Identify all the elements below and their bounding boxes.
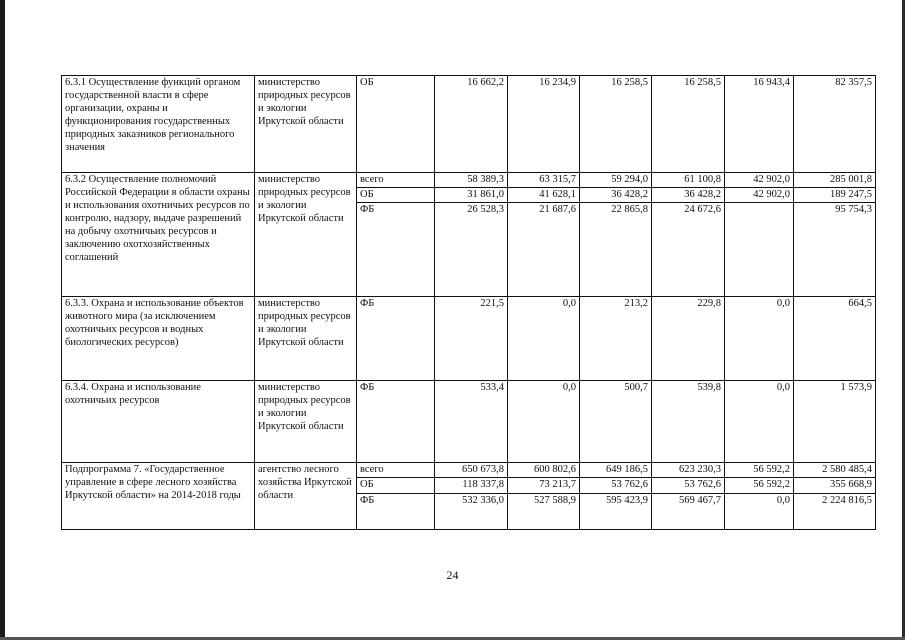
funding-source: ФБ [357,203,435,297]
total-cell: 189 247,5 [794,188,876,203]
value-cell: 53 762,6 [652,478,725,494]
value-cell: 36 428,2 [580,188,652,203]
value-cell: 61 100,8 [652,173,725,188]
value-cell: 16 258,5 [580,76,652,173]
total-cell: 82 357,5 [794,76,876,173]
funding-source: всего [357,173,435,188]
total-cell: 2 224 816,5 [794,494,876,530]
value-cell: 16 662,2 [435,76,508,173]
value-cell: 569 467,7 [652,494,725,530]
value-cell: 213,2 [580,297,652,381]
value-cell: 118 337,8 [435,478,508,494]
value-cell: 0,0 [725,494,794,530]
value-cell: 500,7 [580,381,652,463]
responsible-org: министерство природных ресурсов и экологии Иркутской области [255,173,357,297]
activity-name: 6.3.2 Осуществление полномочий Российской Федерации в области охраны и использования охотничьих ресурсов по контролю, надзору, выдаче разрешений на добычу охотничьих ресурсов и заключению охотхозяйственных соглашений [62,173,255,297]
funding-source: ОБ [357,478,435,494]
value-cell: 53 762,6 [580,478,652,494]
table-row [62,76,876,173]
value-cell: 63 315,7 [508,173,580,188]
responsible-org: агентство лесного хозяйства Иркутской области [255,463,357,530]
table-row [62,381,876,463]
scan-border-left [0,0,5,640]
value-cell: 42 902,0 [725,173,794,188]
value-cell: 600 802,6 [508,463,580,478]
value-cell: 59 294,0 [580,173,652,188]
value-cell: 649 186,5 [580,463,652,478]
value-cell: 26 528,3 [435,203,508,297]
value-cell: 22 865,8 [580,203,652,297]
value-cell: 36 428,2 [652,188,725,203]
value-cell: 229,8 [652,297,725,381]
funding-source: ФБ [357,494,435,530]
value-cell: 73 213,7 [508,478,580,494]
activity-name: Подпрограмма 7. «Государственное управление в сфере лесного хозяйства Иркутской области» на 2014-2018 годы [62,463,255,530]
value-cell: 56 592,2 [725,478,794,494]
value-cell: 0,0 [508,297,580,381]
value-cell: 16 258,5 [652,76,725,173]
responsible-org: министерство природных ресурсов и экологии Иркутской области [255,381,357,463]
value-cell: 56 592,2 [725,463,794,478]
value-cell: 532 336,0 [435,494,508,530]
responsible-org: министерство природных ресурсов и экологии Иркутской области [255,297,357,381]
value-cell: 623 230,3 [652,463,725,478]
budget-table [61,75,876,530]
funding-source: ОБ [357,76,435,173]
total-cell: 285 001,8 [794,173,876,188]
funding-source: всего [357,463,435,478]
value-cell: 595 423,9 [580,494,652,530]
value-cell: 41 628,1 [508,188,580,203]
value-cell: 42 902,0 [725,188,794,203]
activity-name: 6.3.4. Охрана и использование охотничьих ресурсов [62,381,255,463]
page-number: 24 [446,568,459,582]
value-cell: 0,0 [725,297,794,381]
value-cell: 16 234,9 [508,76,580,173]
value-cell: 221,5 [435,297,508,381]
value-cell: 21 687,6 [508,203,580,297]
value-cell: 539,8 [652,381,725,463]
value-cell: 0,0 [508,381,580,463]
table-row [62,463,876,478]
value-cell: 31 861,0 [435,188,508,203]
value-cell: 533,4 [435,381,508,463]
table-row [62,173,876,188]
funding-source: ФБ [357,297,435,381]
funding-source: ОБ [357,188,435,203]
total-cell: 664,5 [794,297,876,381]
responsible-org: министерство природных ресурсов и экологии Иркутской области [255,76,357,173]
total-cell: 355 668,9 [794,478,876,494]
value-cell: 527 588,9 [508,494,580,530]
activity-name: 6.3.3. Охрана и использование объектов животного мира (за исключением охотничьих ресурсов и водных биологических ресурсов) [62,297,255,381]
total-cell: 2 580 485,4 [794,463,876,478]
value-cell [725,203,794,297]
total-cell: 1 573,9 [794,381,876,463]
table-row [62,297,876,381]
value-cell: 0,0 [725,381,794,463]
funding-source: ФБ [357,381,435,463]
total-cell: 95 754,3 [794,203,876,297]
value-cell: 650 673,8 [435,463,508,478]
value-cell: 16 943,4 [725,76,794,173]
activity-name: 6.3.1 Осуществление функций органом государственной власти в сфере организации, охраны и функционирования государственных природных заказников регионального значения [62,76,255,173]
value-cell: 58 389,3 [435,173,508,188]
value-cell: 24 672,6 [652,203,725,297]
